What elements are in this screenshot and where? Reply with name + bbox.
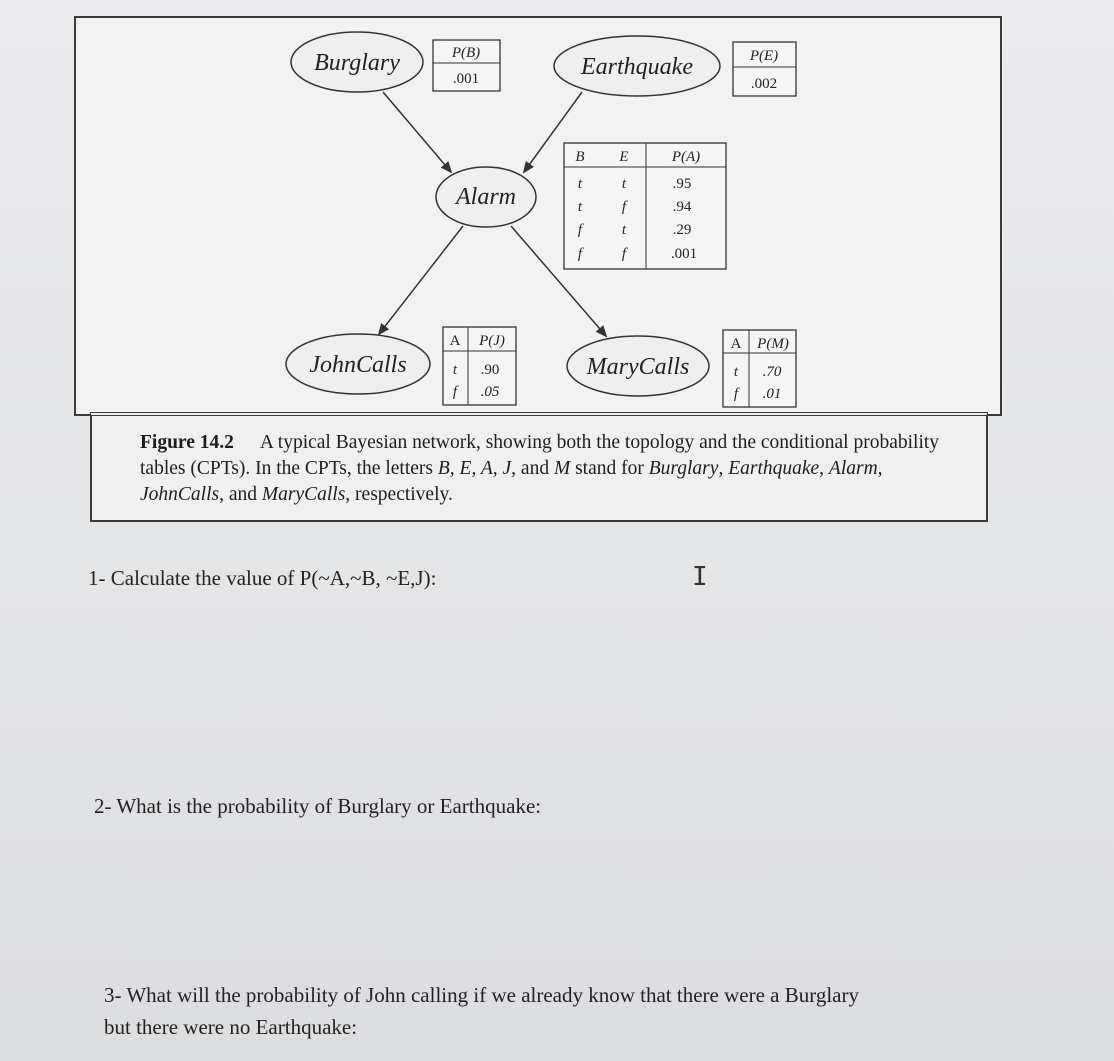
cpt-alarm-r2-b: t [577,199,583,215]
node-marycalls [567,336,709,396]
cpt-alarm-r4-e: f [621,246,627,262]
node-alarm-label: Alarm [456,184,516,210]
node-burglary [291,32,423,92]
cpt-marycalls-header-p: P(M) [757,336,789,352]
cpt-johncalls-r1-a: t [452,362,458,378]
cpt-alarm-header-pa: P(A) [671,149,701,165]
caption-text-end: , respectively. [345,484,453,505]
cpt-alarm-r2-e: f [621,199,627,215]
figure-caption: Figure 14.2 A typical Bayesian network, showing both the topology and the conditional probability tables (CPTs). In the CPTs, the letters B, E, A, J, and M stand for Burglary, Earthquake, Alarm, JohnCalls, and MaryCalls, respectively. [140,432,940,505]
caption-text-stand: stand for [570,458,649,479]
caption-text-and: and [516,458,554,479]
cpt-earthquake-header: P(E) [749,48,779,64]
figure-caption-box [90,412,988,522]
caption-text-and2: and [223,484,262,505]
cpt-alarm-r3-e: t [621,222,627,238]
caption-marycalls: MaryCalls [261,484,346,505]
cpt-alarm-r2-p: .94 [672,199,692,215]
cpt-alarm-r4-p: .001 [670,246,698,262]
cpt-alarm-header-e: E [619,149,629,165]
caption-johncalls: JohnCalls [140,484,220,505]
caption-alarm: Alarm [828,458,878,479]
cpt-alarm-r3-b: f [577,222,583,238]
edge-burglary-alarm [383,92,451,172]
cpt-johncalls-r1-p: .90 [480,362,500,378]
caption-earthquake: Earthquake [728,458,820,479]
node-johncalls-label: JohnCalls [309,352,407,378]
cpt-alarm-r1-e: t [621,176,627,192]
node-johncalls [286,334,430,394]
question-3-line-1: 3- What will the probability of John calling if we already know that there were a Burglary [104,983,859,1007]
cpt-alarm-r1-b: t [577,176,583,192]
cpt-marycalls-r2-a: f [733,386,739,402]
text-cursor-icon: I [692,562,708,592]
cpt-johncalls [443,327,516,405]
caption-burglary: Burglary [648,458,719,479]
cpt-johncalls-r2-a: f [452,384,458,400]
edge-alarm-johncalls [379,226,463,334]
figure-label: Figure 14.2 [140,432,234,453]
cpt-marycalls [723,330,796,407]
bayes-network-diagram [0,0,1114,420]
cpt-johncalls-r2-p: .05 [480,384,500,400]
node-alarm [436,167,536,227]
caption-text-1: A typical Bayesian network, showing both the topology and the conditional probability tables (CPTs). In the CPTs, the letters [140,432,940,479]
cpt-marycalls-r2-p: .01 [762,386,782,402]
cpt-johncalls-header-a: A [449,333,461,349]
cpt-alarm-r1-p: .95 [672,176,692,192]
cpt-marycalls-r1-p: .70 [762,364,782,380]
cpt-earthquake-value: .002 [750,76,778,92]
cpt-alarm [564,143,726,269]
cpt-alarm-r4-b: f [577,246,583,262]
caption-letter-m: M [553,458,571,479]
question-2: 2- What is the probability of Burglary or Earthquake: [94,794,542,818]
question-1: 1- Calculate the value of P(~A,~B, ~E,J): [88,566,437,590]
node-marycalls-label: MaryCalls [586,354,690,380]
cpt-burglary-value: .001 [452,71,480,87]
cpt-earthquake [733,42,796,96]
cpt-johncalls-header-p: P(J) [479,333,505,349]
cpt-burglary-header: P(B) [451,45,481,61]
cpt-marycalls-header-a: A [730,336,742,352]
cpt-alarm-header-b: B [575,149,585,165]
node-earthquake-label: Earthquake [581,54,693,80]
cpt-alarm-r3-p: .29 [672,222,692,238]
caption-letters: B, E, A, J, [437,458,517,479]
cpt-burglary [433,40,500,91]
node-burglary-label: Burglary [314,50,400,76]
cpt-marycalls-r1-a: t [733,364,739,380]
node-earthquake [554,36,720,96]
question-3-line-2: but there were no Earthquake: [104,1015,358,1039]
